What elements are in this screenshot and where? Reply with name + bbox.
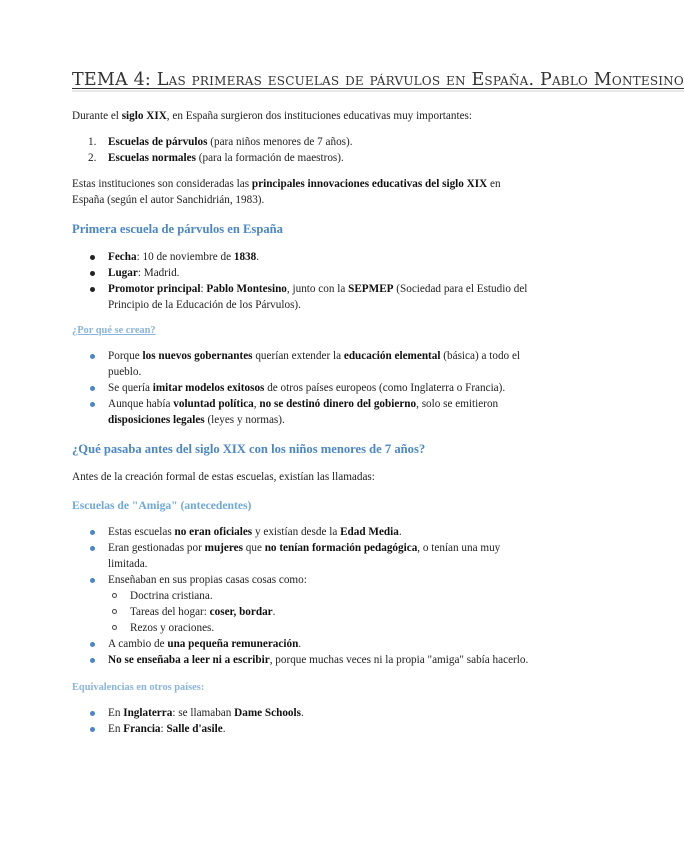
intro-paragraph <box>72 108 532 124</box>
bullet-icon <box>90 386 95 391</box>
list-item: Enseñaban en sus propias casas cosas como: <box>72 572 532 588</box>
bullet-icon <box>90 578 95 583</box>
bullet-icon <box>90 727 95 732</box>
list-item-bold: Escuelas normales <box>108 152 196 164</box>
list-item: En Inglaterra: se llamaban Dame Schools. <box>72 705 532 721</box>
equivalents-list <box>72 705 532 737</box>
list-number: 2. <box>88 152 97 164</box>
bullet-icon <box>90 530 95 535</box>
intro-bold-1: siglo XIX <box>121 110 167 122</box>
section-heading-why: ¿Por qué se crean? <box>72 325 156 336</box>
bullet-icon <box>90 711 95 716</box>
bullet-icon <box>90 354 95 359</box>
list-item: Porque los nuevos gobernantes querían extender la educación elemental (básica) a todo el pueblo. <box>72 348 532 380</box>
bullet-icon <box>90 642 95 647</box>
section-heading-first-school: Primera escuela de párvulos en España <box>72 222 283 236</box>
list-item <box>72 134 532 150</box>
before-intro: Antes de la creación formal de estas escuelas, existían las llamadas: <box>72 471 375 483</box>
why-list <box>72 348 532 428</box>
innovations-paragraph <box>72 176 532 208</box>
para2-bold-1: principales innovaciones educativas del siglo XIX <box>251 178 488 190</box>
bullet-icon <box>90 658 95 663</box>
bullet-icon <box>90 255 95 260</box>
title-wrap <box>72 70 684 90</box>
bullet-icon <box>90 402 95 407</box>
para2-text-2: en España (según el autor Sanchidrián, 1983). <box>72 178 501 206</box>
document-page <box>72 70 684 737</box>
list-item: Se quería imitar modelos exitosos de otros países europeos (como Inglaterra o Francia). <box>72 380 532 396</box>
list-item: No se enseñaba a leer ni a escribir, porque muchas veces ni la propia "amiga" sabía hacerlo. <box>72 652 532 668</box>
bullet-icon <box>90 546 95 551</box>
document-title: TEMA 4: Las primeras escuelas de párvulos en España. Pablo Montesino <box>72 70 684 90</box>
bullet-icon <box>90 287 95 292</box>
circle-bullet-icon <box>112 609 117 614</box>
list-item: En Francia: Salle d'asile. <box>72 721 532 737</box>
section-heading-equivalents: Equivalencias en otros países: <box>72 682 205 693</box>
section-heading-before: ¿Qué pasaba antes del siglo XIX con los niños menores de 7 años? <box>72 442 426 456</box>
intro-text-1: Durante el <box>72 110 122 122</box>
para2-text-1: Estas instituciones son consideradas las <box>72 178 252 190</box>
list-item: Promotor principal: Pablo Montesino, junto con la SEPMEP (Sociedad para el Estudio del Principio de la Educación de los Párvulos). <box>72 281 532 313</box>
list-item: Aunque había voluntad política, no se destinó dinero del gobierno, solo se emitieron disposiciones legales (leyes y normas). <box>72 396 532 428</box>
list-item: Fecha: 10 de noviembre de 1838. <box>72 249 532 265</box>
list-number: 1. <box>88 136 97 148</box>
bullet-icon <box>90 271 95 276</box>
first-school-list <box>72 249 532 313</box>
list-item: Estas escuelas no eran oficiales y existían desde la Edad Media. <box>72 524 532 540</box>
circle-bullet-icon <box>112 625 117 630</box>
sub-list-item: Rezos y oraciones. <box>72 620 532 636</box>
circle-bullet-icon <box>112 593 117 598</box>
list-item: A cambio de una pequeña remuneración. <box>72 636 532 652</box>
list-item-bold: Escuelas de párvulos <box>108 136 208 148</box>
list-item <box>72 150 532 166</box>
list-item-text: (para la formación de maestros). <box>195 152 344 164</box>
amiga-list <box>72 524 532 668</box>
section-heading-amiga: Escuelas de "Amiga" (antecedentes) <box>72 499 252 512</box>
sub-list-item: Tareas del hogar: coser, bordar. <box>72 604 532 620</box>
ordered-list <box>72 134 532 166</box>
list-item: Lugar: Madrid. <box>72 265 532 281</box>
sub-list-item: Doctrina cristiana. <box>72 588 532 604</box>
list-item: Eran gestionadas por mujeres que no tenían formación pedagógica, o tenían una muy limitada. <box>72 540 532 572</box>
intro-text-2: , en España surgieron dos instituciones educativas muy importantes: <box>166 110 472 122</box>
list-item-text: (para niños menores de 7 años). <box>207 136 353 148</box>
